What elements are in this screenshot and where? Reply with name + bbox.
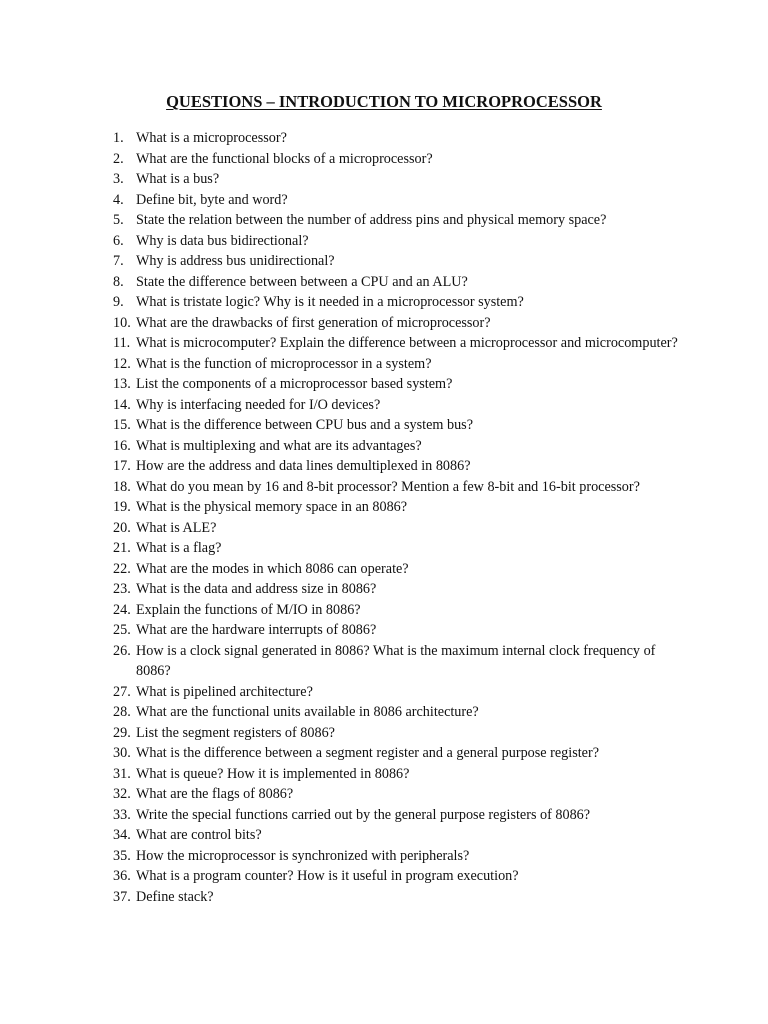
question-text: What is ALE? <box>136 519 217 536</box>
question-text: State the relation between the number of address pins and physical memory space? <box>136 212 607 228</box>
question-text: What is microcomputer? Explain the difference between a microprocessor and microcomputer? <box>136 335 678 351</box>
question-text: Explain the functions of M/IO in 8086? <box>136 601 361 618</box>
list-item <box>113 169 693 190</box>
question-text: What are the drawbacks of first generation of microprocessor? <box>136 314 491 331</box>
question-text: What is queue? How it is implemented in 8086? <box>136 765 410 782</box>
question-text: List the segment registers of 8086? <box>136 724 335 741</box>
question-text: Why is address bus unidirectional? <box>136 253 335 269</box>
question-text: What is the difference between CPU bus and a system bus? <box>136 417 473 433</box>
list-item <box>113 272 693 293</box>
question-number: 23. <box>113 581 131 597</box>
list-item <box>113 887 693 908</box>
question-text: What is the function of microprocessor in a system? <box>136 355 432 372</box>
list-item <box>113 190 693 211</box>
page-title: QUESTIONS – INTRODUCTION TO MICROPROCESSOR <box>166 92 602 111</box>
question-text: What is the difference between a segment register and a general purpose register? <box>136 745 599 761</box>
list-item <box>113 784 693 805</box>
list-item <box>113 231 693 252</box>
question-text: What is a bus? <box>136 171 220 187</box>
question-number: 15. <box>113 417 131 433</box>
question-number: 12. <box>113 355 131 372</box>
question-text: Write the special functions carried out by the general purpose registers of 8086? <box>136 806 591 823</box>
question-text: What are control bits? <box>136 827 262 843</box>
question-number: 29. <box>113 724 131 741</box>
question-text: What are the functional blocks of a microprocessor? <box>136 150 433 167</box>
question-number: 14. <box>113 396 131 413</box>
list-item <box>113 805 693 826</box>
question-text: What is a microprocessor? <box>136 130 287 146</box>
question-text: What is the physical memory space in an 8086? <box>136 499 408 515</box>
list-item <box>113 415 693 436</box>
list-item <box>113 518 693 539</box>
question-number: 37. <box>113 888 131 905</box>
question-number: 18. <box>113 478 131 495</box>
list-item <box>113 682 693 703</box>
question-number: 9. <box>113 294 124 310</box>
question-number: 27. <box>113 683 131 700</box>
question-number: 24. <box>113 601 131 618</box>
question-text: State the difference between between a CPU and an ALU? <box>136 273 468 290</box>
list-item <box>113 846 693 867</box>
list-item <box>113 354 693 375</box>
question-text: What is a program counter? How is it useful in program execution? <box>136 868 519 884</box>
question-number: 26. <box>113 642 131 659</box>
list-item <box>113 251 693 272</box>
question-number: 13. <box>113 376 131 392</box>
question-number: 8. <box>113 273 124 290</box>
question-text: Why is data bus bidirectional? <box>136 232 309 249</box>
list-item <box>113 579 693 600</box>
question-number: 16. <box>113 437 131 454</box>
question-number: 35. <box>113 847 131 864</box>
list-item <box>113 313 693 334</box>
list-item <box>113 497 693 518</box>
list-item <box>113 559 693 580</box>
question-number: 33. <box>113 806 131 823</box>
question-number: 6. <box>113 232 124 249</box>
question-number: 4. <box>113 191 124 208</box>
list-item <box>113 866 693 887</box>
list-item <box>113 210 693 231</box>
question-text: What is multiplexing and what are its advantages? <box>136 437 422 454</box>
question-text: What is the data and address size in 8086? <box>136 581 377 597</box>
question-text: Define bit, byte and word? <box>136 191 288 208</box>
list-item <box>113 456 693 477</box>
question-text: What do you mean by 16 and 8-bit processor? Mention a few 8-bit and 16-bit processor? <box>136 478 640 495</box>
question-text: What is tristate logic? Why is it needed in a microprocessor system? <box>136 294 524 310</box>
list-item <box>113 128 693 149</box>
question-text: What are the functional units available in 8086 architecture? <box>136 704 479 720</box>
list-item <box>113 600 693 621</box>
list-item <box>113 149 693 170</box>
list-item <box>113 292 693 313</box>
list-item <box>113 436 693 457</box>
list-item <box>113 825 693 846</box>
question-number: 3. <box>113 171 124 187</box>
list-item <box>113 764 693 785</box>
question-text: How the microprocessor is synchronized with peripherals? <box>136 847 470 864</box>
question-text: How are the address and data lines demultiplexed in 8086? <box>136 458 471 474</box>
question-list <box>113 128 693 907</box>
list-item <box>113 641 693 682</box>
question-number: 19. <box>113 499 131 515</box>
question-text: List the components of a microprocessor based system? <box>136 376 453 392</box>
question-text: What is a flag? <box>136 540 222 556</box>
list-item <box>113 723 693 744</box>
list-item <box>113 374 693 395</box>
question-number: 1. <box>113 130 124 146</box>
question-number: 17. <box>113 458 131 474</box>
list-item <box>113 333 693 354</box>
list-item <box>113 395 693 416</box>
question-number: 32. <box>113 786 131 802</box>
question-number: 25. <box>113 622 131 638</box>
question-text: What are the flags of 8086? <box>136 786 294 802</box>
list-item <box>113 702 693 723</box>
list-item <box>113 743 693 764</box>
question-number: 28. <box>113 704 131 720</box>
question-number: 10. <box>113 314 131 331</box>
question-text: What are the modes in which 8086 can operate? <box>136 560 409 577</box>
question-text: What are the hardware interrupts of 8086? <box>136 622 377 638</box>
question-text: How is a clock signal generated in 8086? What is the maximum internal clock frequency of 8086? <box>136 642 656 679</box>
question-number: 36. <box>113 868 131 884</box>
question-number: 11. <box>113 335 131 351</box>
question-number: 5. <box>113 212 124 228</box>
question-text: What is pipelined architecture? <box>136 683 313 700</box>
question-number: 7. <box>113 253 124 269</box>
question-number: 30. <box>113 745 131 761</box>
list-item <box>113 620 693 641</box>
question-number: 31. <box>113 765 131 782</box>
question-number: 2. <box>113 150 124 167</box>
list-item <box>113 477 693 498</box>
question-number: 20. <box>113 519 131 536</box>
question-text: Define stack? <box>136 888 214 905</box>
question-number: 22. <box>113 560 131 577</box>
list-item <box>113 538 693 559</box>
question-number: 21. <box>113 540 131 556</box>
question-text: Why is interfacing needed for I/O devices? <box>136 396 381 413</box>
question-number: 34. <box>113 827 131 843</box>
